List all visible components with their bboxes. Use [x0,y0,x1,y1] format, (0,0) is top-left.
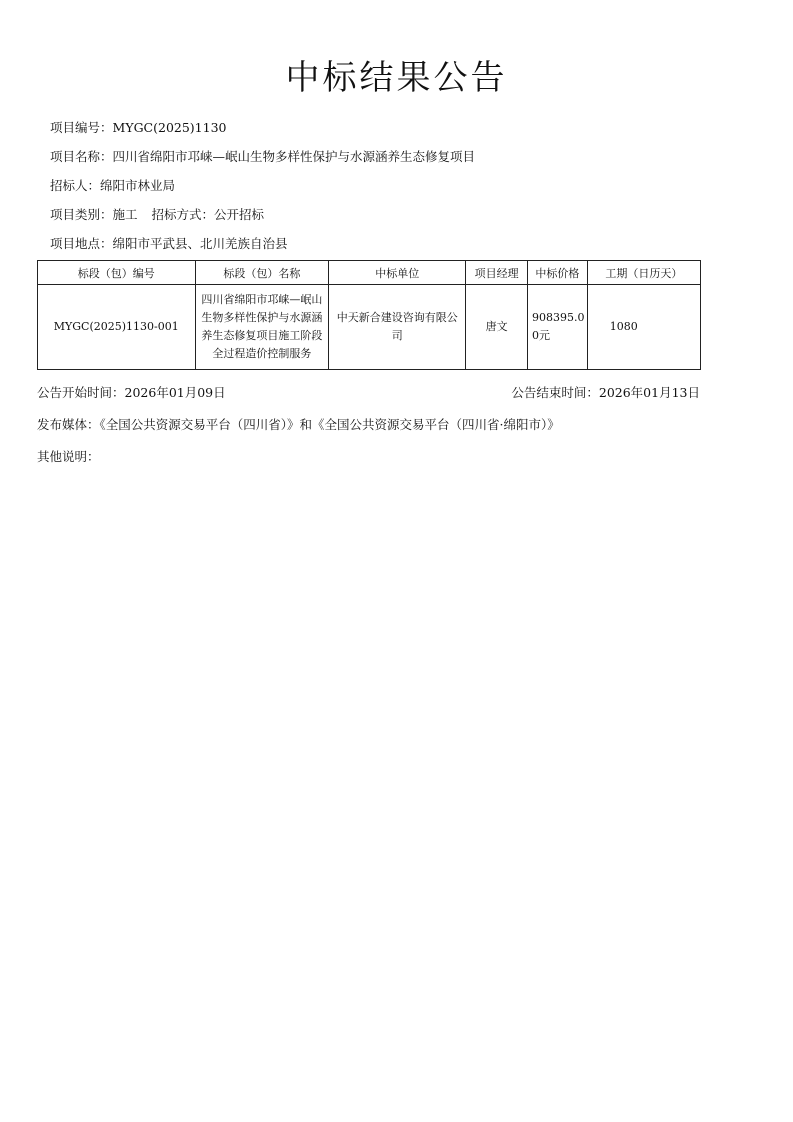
header-price: 中标价格 [528,261,588,285]
page-title: 中标结果公告 [285,58,508,98]
start-time-label: 公告开始时间： [37,385,125,400]
category-value: 施工 [112,207,138,222]
header-section-name: 标段（包）名称 [195,261,329,285]
tenderer-value: 绵阳市林业局 [100,178,176,193]
project-name-line [50,147,475,165]
media-line [37,415,560,433]
start-time [37,383,226,401]
project-name-value: 四川省绵阳市邛崃—岷山生物多样性保护与水源涵养生态修复项目 [112,149,476,164]
header-section-no: 标段（包）编号 [38,261,196,285]
end-time-label: 公告结束时间： [511,385,599,400]
other-label: 其他说明： [37,449,100,464]
tenderer-label: 招标人： [50,178,101,193]
table-header-row [38,261,701,285]
start-time-value: 2026年01月09日 [124,385,226,400]
result-table [37,260,701,370]
location-value: 绵阳市平武县、北川羌族自治县 [112,236,288,251]
end-time-value: 2026年01月13日 [598,385,700,400]
end-time [511,383,700,401]
location-line [50,234,288,252]
cell-manager: 唐文 [466,285,528,370]
media-label: 发布媒体： [37,417,100,432]
tenderer-line [50,176,175,194]
cell-duration: 1080 [587,285,700,370]
location-label: 项目地点： [50,236,113,251]
header-winner: 中标单位 [329,261,466,285]
project-number-line [50,118,227,136]
media-value: 《全国公共资源交易平台（四川省）》和《全国公共资源交易平台（四川省·绵阳市）》 [99,417,560,432]
cell-section-no: MYGC(2025)1130-001 [38,285,196,370]
cell-section-name: 四川省绵阳市邛崃—岷山生物多样性保护与水源涵养生态修复项目施工阶段全过程造价控制服务 [195,285,329,370]
other-notes [37,447,100,465]
project-number-value: MYGC(2025)1130 [112,120,227,135]
project-number-label: 项目编号： [50,120,113,135]
category-method-line [50,205,264,223]
cell-winner: 中天新合建设咨询有限公司 [329,285,466,370]
method-label: 招标方式： [151,207,215,222]
method-value: 公开招标 [214,207,265,222]
header-duration: 工期（日历天） [587,261,700,285]
project-name-label: 项目名称： [50,149,113,164]
table-row [38,285,701,370]
header-manager: 项目经理 [466,261,528,285]
cell-price: 908395.00元 [528,285,588,370]
category-label: 项目类别： [50,207,113,222]
